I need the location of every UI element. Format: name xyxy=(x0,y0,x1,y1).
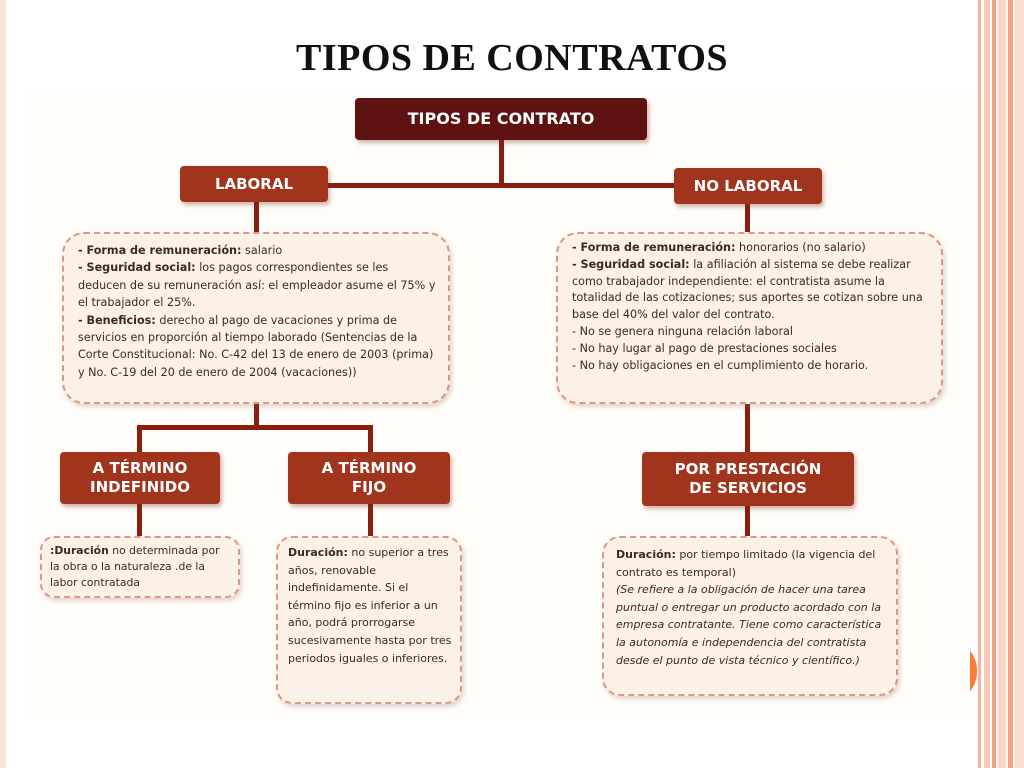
connector-horizontal-top xyxy=(326,183,677,188)
node-laboral-label: LABORAL xyxy=(214,174,294,193)
connector-fijo-down xyxy=(368,503,373,537)
note-fijo-duracion xyxy=(276,536,462,704)
nolaboral-seguridad-social: - Seguridad social: la afiliación al sistema se debe realizar como trabajador independiente: el contratista asume la totalidad de las cotizaciones; sus aportes se cotizan sobre una base del 40% del valor del contrato. xyxy=(572,257,923,322)
note-servicios-duracion xyxy=(602,536,898,696)
node-indefinido-line2: INDEFINIDO xyxy=(90,478,190,496)
node-servicios-line1: POR PRESTACIÓN xyxy=(674,460,822,479)
note-laboral-details xyxy=(62,232,450,404)
nolaboral-no-prestaciones: - No hay lugar al pago de prestaciones sociales xyxy=(572,341,837,355)
connector-nolaboral-down xyxy=(745,204,750,234)
node-indefinido-line1: A TÉRMINO xyxy=(92,459,188,478)
servicios-duracion-text: Duración: por tiempo limitado (la vigencia del contrato es temporal) xyxy=(616,548,876,579)
node-no-laboral-label: NO LABORAL xyxy=(693,176,803,195)
connector-nolaboral-note-down xyxy=(745,404,750,452)
connector-servicios-down xyxy=(745,505,750,537)
nolaboral-no-relacion: - No se genera ninguna relación laboral xyxy=(572,324,794,338)
laboral-beneficios: - Beneficios: derecho al pago de vacaciones y prima de servicios en proporción al tiempo laborado (Sentencias de la Corte Constitucional: No. C-42 del 13 de enero de 2003 (prima) y No. C-19 del 20 de enero de 2004 (vacaciones)) xyxy=(78,313,434,379)
root-node-label: TIPOS DE CONTRATO xyxy=(407,109,595,128)
servicios-description: (Se refiere a la obligación de hacer una tarea puntual o entregar un producto acordado con la empresa contratante. Tiene como característica la autonomía e independencia del contratista desde el punto de vista técnico y científico.) xyxy=(616,583,882,667)
node-laboral xyxy=(180,166,328,202)
indefinido-duracion-text: :Duración no determinada por la obra o la naturaleza .de la labor contratada xyxy=(50,544,220,589)
fijo-duracion-text: Duración: no superior a tres años, renovable indefinidamente. Si el término fijo es inferior a un año, podrá prorrogarse sucesivamente hasta por tres periodos iguales o inferiores. xyxy=(288,546,452,665)
note-no-laboral-details xyxy=(556,232,943,404)
root-node-tipos-de-contrato xyxy=(355,98,647,140)
nolaboral-remuneracion: - Forma de remuneración: honorarios (no salario) xyxy=(572,241,866,254)
connector-laboral-split xyxy=(137,425,373,430)
node-fijo-line1: A TÉRMINO xyxy=(321,459,417,478)
laboral-remuneracion: - Forma de remuneración: salario xyxy=(78,244,283,257)
connector-root-down xyxy=(499,138,504,186)
connector-fijo-up xyxy=(368,425,373,453)
node-termino-indefinido xyxy=(60,452,220,504)
laboral-seguridad-social: - Seguridad social: los pagos correspondientes se les deducen de su remuneración así: el empleador asume el 75% y el trabajador el 25%. xyxy=(78,261,436,310)
node-prestacion-de-servicios xyxy=(642,452,854,506)
connector-laboral-down xyxy=(254,202,259,234)
nolaboral-no-horario: - No hay obligaciones en el cumplimiento de horario. xyxy=(572,358,869,372)
slide-title: TIPOS DE CONTRATOS xyxy=(295,37,729,79)
node-fijo-line2: FIJO xyxy=(351,478,387,496)
node-servicios-line2: DE SERVICIOS xyxy=(689,479,807,497)
node-termino-fijo xyxy=(288,452,450,504)
node-no-laboral xyxy=(674,168,822,204)
connector-indefinido-down xyxy=(137,503,142,537)
note-indefinido-duracion xyxy=(40,536,240,598)
connector-indefinido-up xyxy=(137,425,142,453)
